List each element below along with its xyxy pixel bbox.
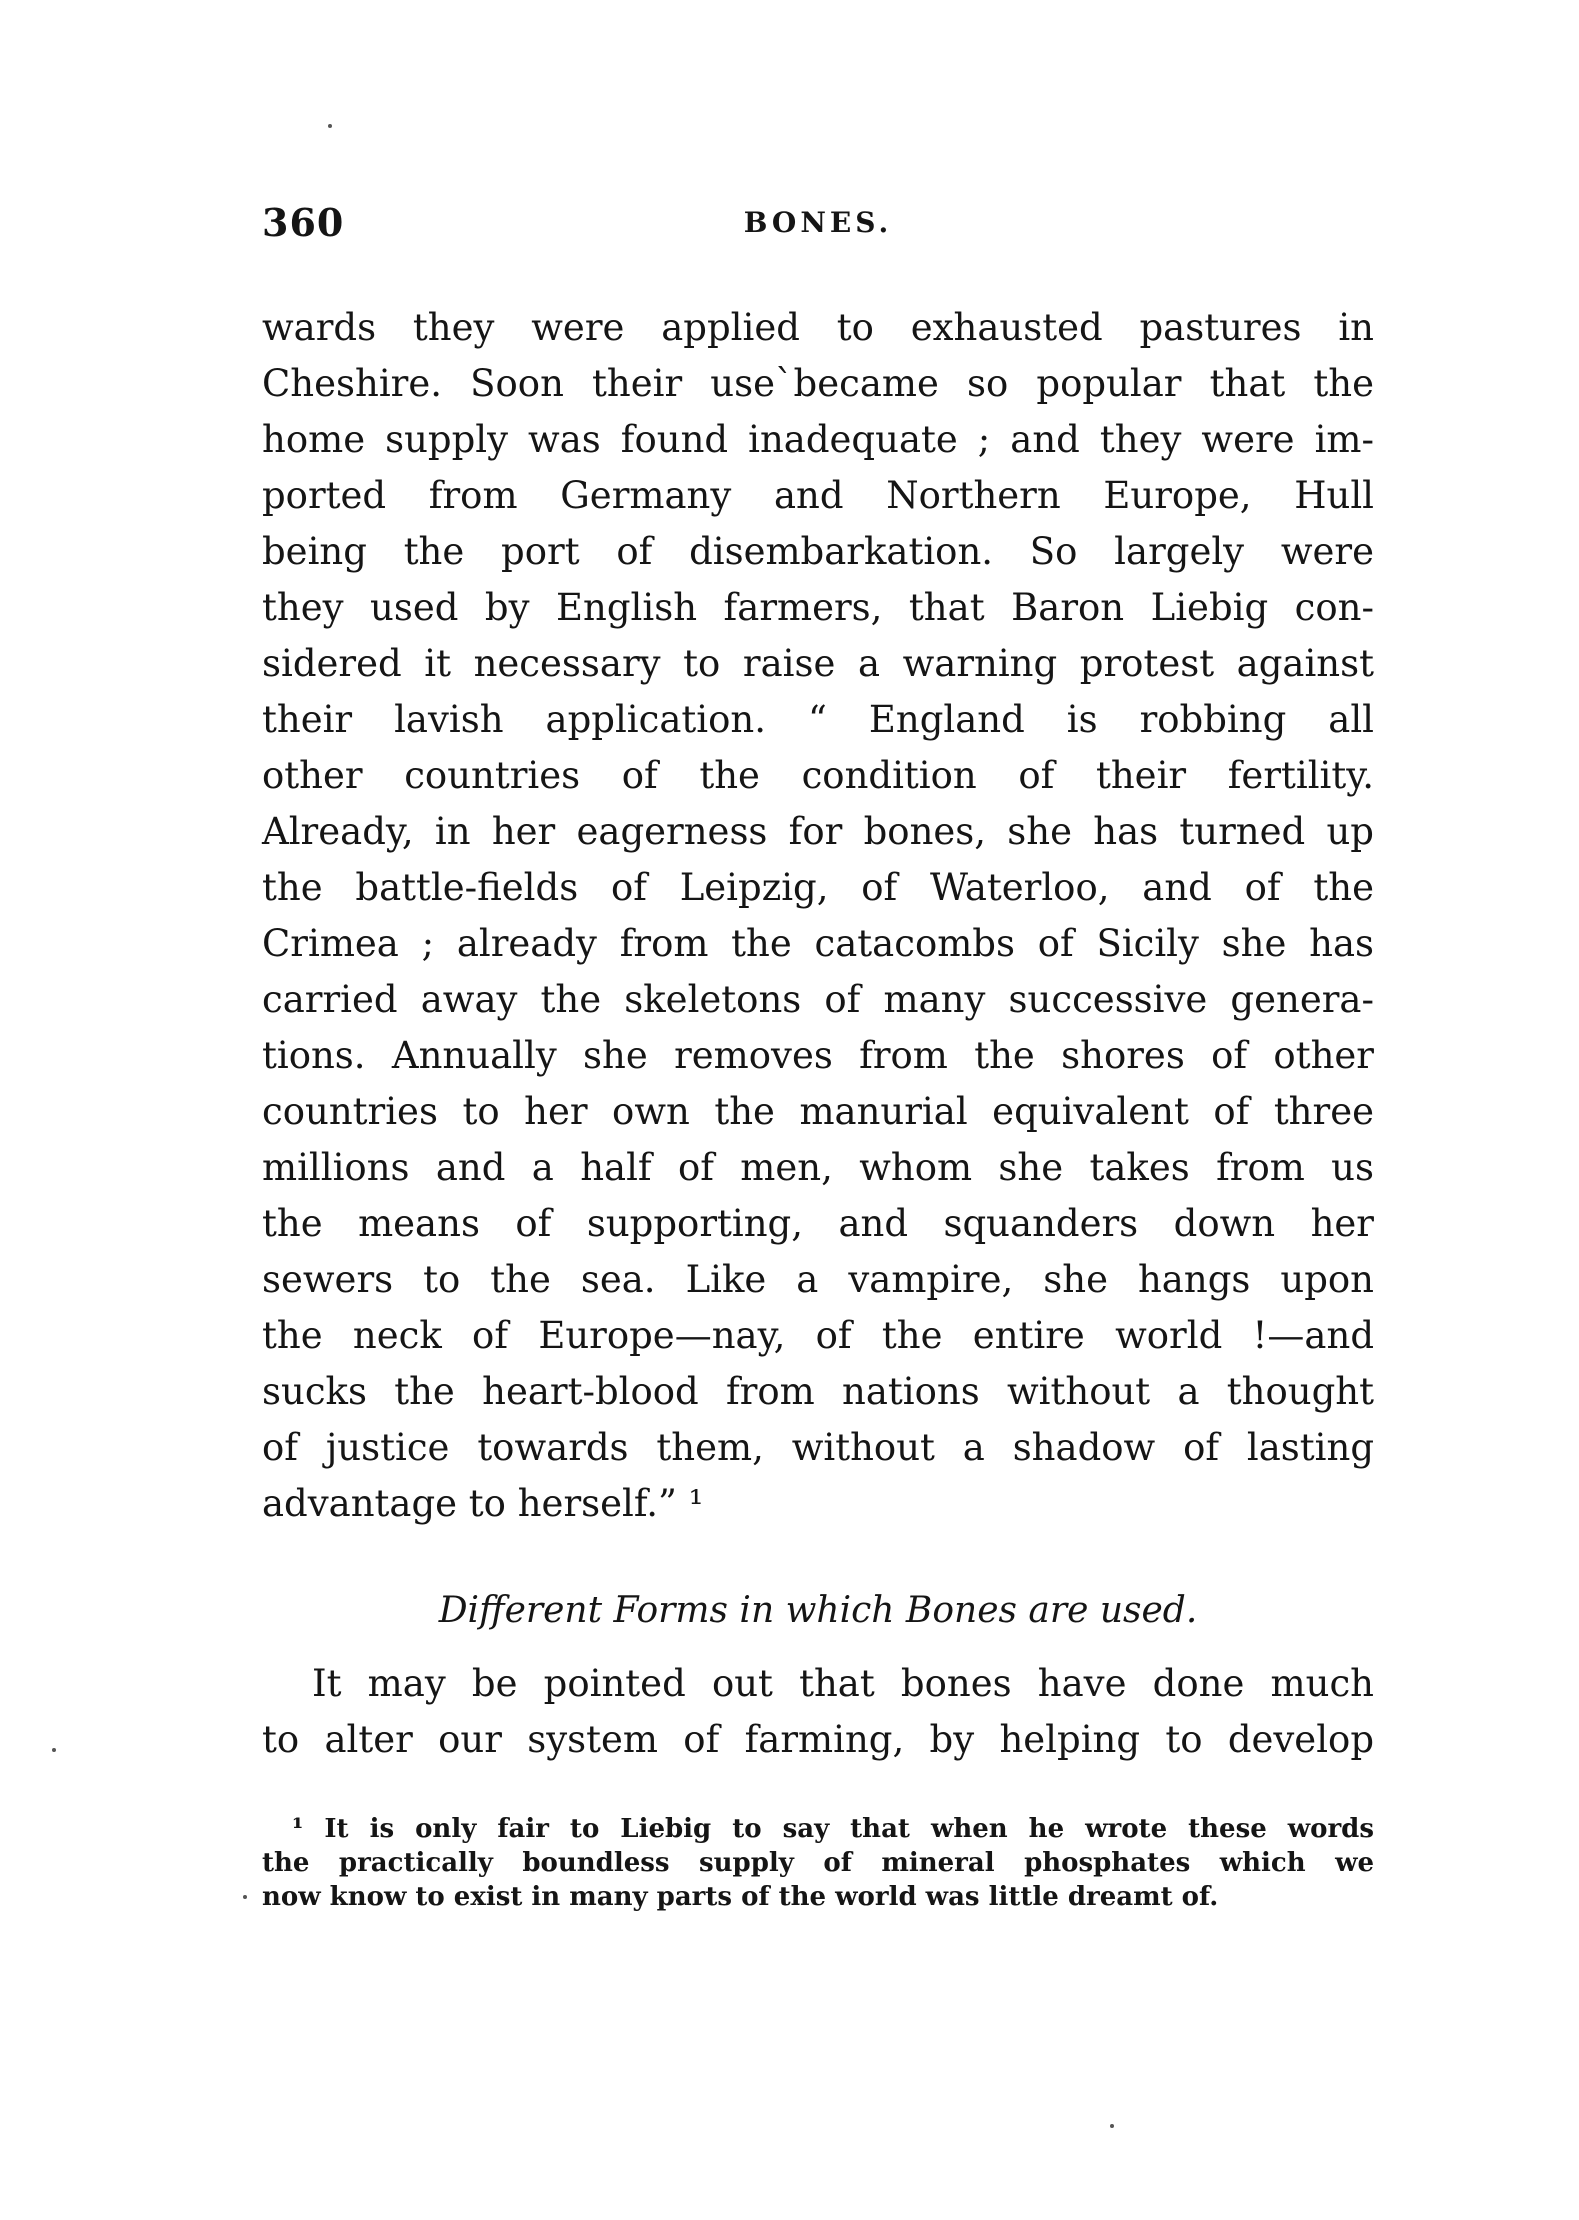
text-line: being the port of disembarkation. So largely were [262,530,1374,573]
text-line: Cheshire. Soon their use`became so popular that the [262,362,1374,405]
text-line: the battle-fields of Leipzig, of Waterloo, and of the [262,866,1374,909]
text-line: the means of supporting, and squanders down her [262,1202,1374,1245]
text-line: wards they were applied to exhausted pastures in [262,306,1374,349]
text-line: sucks the heart-blood from nations without a thought [262,1370,1374,1413]
page-header [262,200,1374,260]
scan-speck [52,1748,56,1752]
text-line: It may be pointed out that bones have done much [312,1662,1374,1705]
scan-speck [328,124,332,128]
text-line: of justice towards them, without a shadow of lasting [262,1426,1374,1469]
text-line: tions. Annually she removes from the shores of other [262,1034,1374,1077]
text-line: their lavish application. “ England is robbing all [262,698,1374,741]
text-line: sewers to the sea. Like a vampire, she hangs upon [262,1258,1374,1301]
text-line: they used by English farmers, that Baron Liebig con- [262,586,1374,629]
text-line: Crimea ; already from the catacombs of Sicily she has [262,922,1374,965]
text-line: millions and a half of men, whom she takes from us [262,1146,1374,1189]
text-line: advantage to herself.” ¹ [262,1482,704,1525]
text-line: to alter our system of farming, by helping to develop [262,1718,1374,1761]
text-line: Already, in her eagerness for bones, she has turned up [262,810,1374,853]
page-number: 360 [262,200,345,245]
footnote-line: ¹ It is only fair to Liebig to say that when he wrote these words [292,1814,1374,1844]
text-line: the neck of Europe—nay, of the entire world !—and [262,1314,1374,1357]
scan-speck [243,1895,247,1899]
text-line: countries to her own the manurial equivalent of three [262,1090,1374,1133]
running-head: BONES. [743,206,893,239]
footnote-line: now know to exist in many parts of the world was little dreamt of. [262,1882,1219,1912]
text-line: sidered it necessary to raise a warning protest against [262,642,1374,685]
scan-speck [1110,2124,1114,2128]
text-line: home supply was found inadequate ; and they were im- [262,418,1374,461]
text-line: other countries of the condition of their fertility. [262,754,1374,797]
section-title: Different Forms in which Bones are used. [438,1590,1198,1631]
text-line: carried away the skeletons of many successive genera- [262,978,1374,1021]
text-line: ported from Germany and Northern Europe, Hull [262,474,1374,517]
footnote-line: the practically boundless supply of mineral phosphates which we [262,1848,1374,1878]
